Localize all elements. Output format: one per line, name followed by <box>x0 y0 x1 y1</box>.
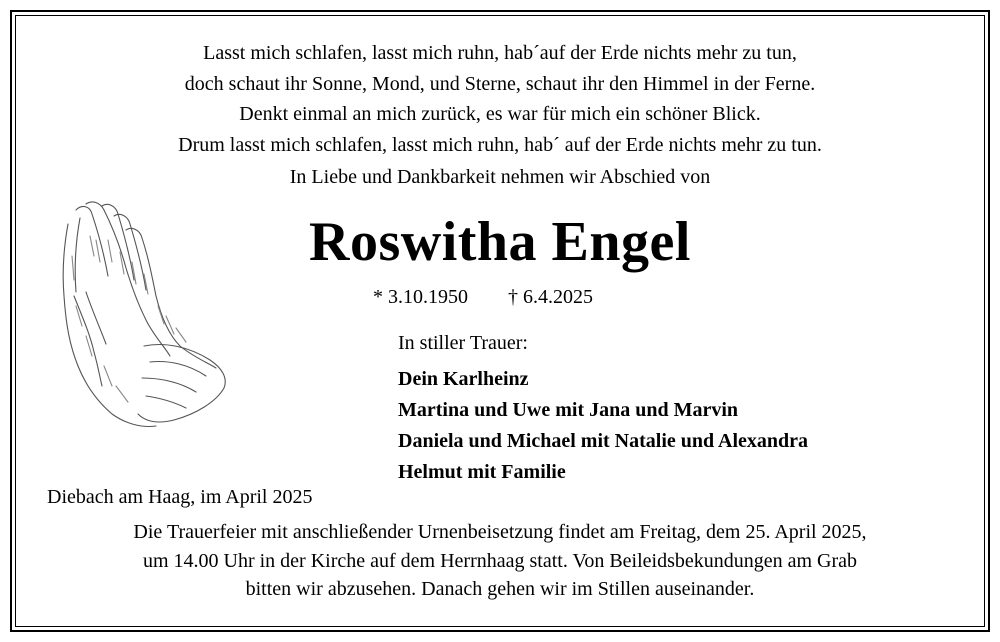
funeral-notice <box>0 518 1000 604</box>
death-date: † 6.4.2025 <box>508 286 593 308</box>
poem-line: Drum lasst mich schlafen, lasst mich ruhn, hab´ auf der Erde nichts mehr zu tun. <box>178 133 822 156</box>
mourner-name: Helmut mit Familie <box>398 461 566 483</box>
mourner-name: Martina und Uwe mit Jana und Marvin <box>398 399 739 421</box>
deceased-name: Roswitha Engel <box>309 211 691 273</box>
mourner-name: Daniela und Michael mit Natalie und Alexandra <box>398 430 809 452</box>
funeral-line: bitten wir abzusehen. Danach gehen wir im Stillen auseinander. <box>245 578 755 600</box>
funeral-line: Die Trauerfeier mit anschließender Urnenbeisetzung findet am Freitag, dem 25. April 2025, <box>133 521 867 543</box>
poem-line: Lasst mich schlafen, lasst mich ruhn, hab´auf der Erde nichts mehr zu tun, <box>203 42 797 64</box>
poem-line: doch schaut ihr Sonne, Mond, und Sterne, schaut ihr den Himmel in der Ferne. <box>184 72 816 95</box>
place-date: Diebach am Haag, im April 2025 <box>47 486 313 508</box>
poem-line: Denkt einmal an mich zurück, es war für mich ein schöner Blick. <box>239 103 761 125</box>
life-dates <box>373 283 593 311</box>
funeral-line: um 14.00 Uhr in der Kirche auf dem Herrnhaag statt. Von Beileidsbekundungen am Grab <box>142 549 858 572</box>
birth-date: * 3.10.1950 <box>373 286 468 308</box>
mourner-name: Dein Karlheinz <box>398 368 529 390</box>
praying-hands-icon <box>46 196 230 446</box>
intro-text: In Liebe und Dankbarkeit nehmen wir Abschied von <box>289 166 711 188</box>
mourning-label: In stiller Trauer: <box>398 332 528 354</box>
poem <box>0 38 1000 160</box>
mourners-list <box>398 364 808 488</box>
